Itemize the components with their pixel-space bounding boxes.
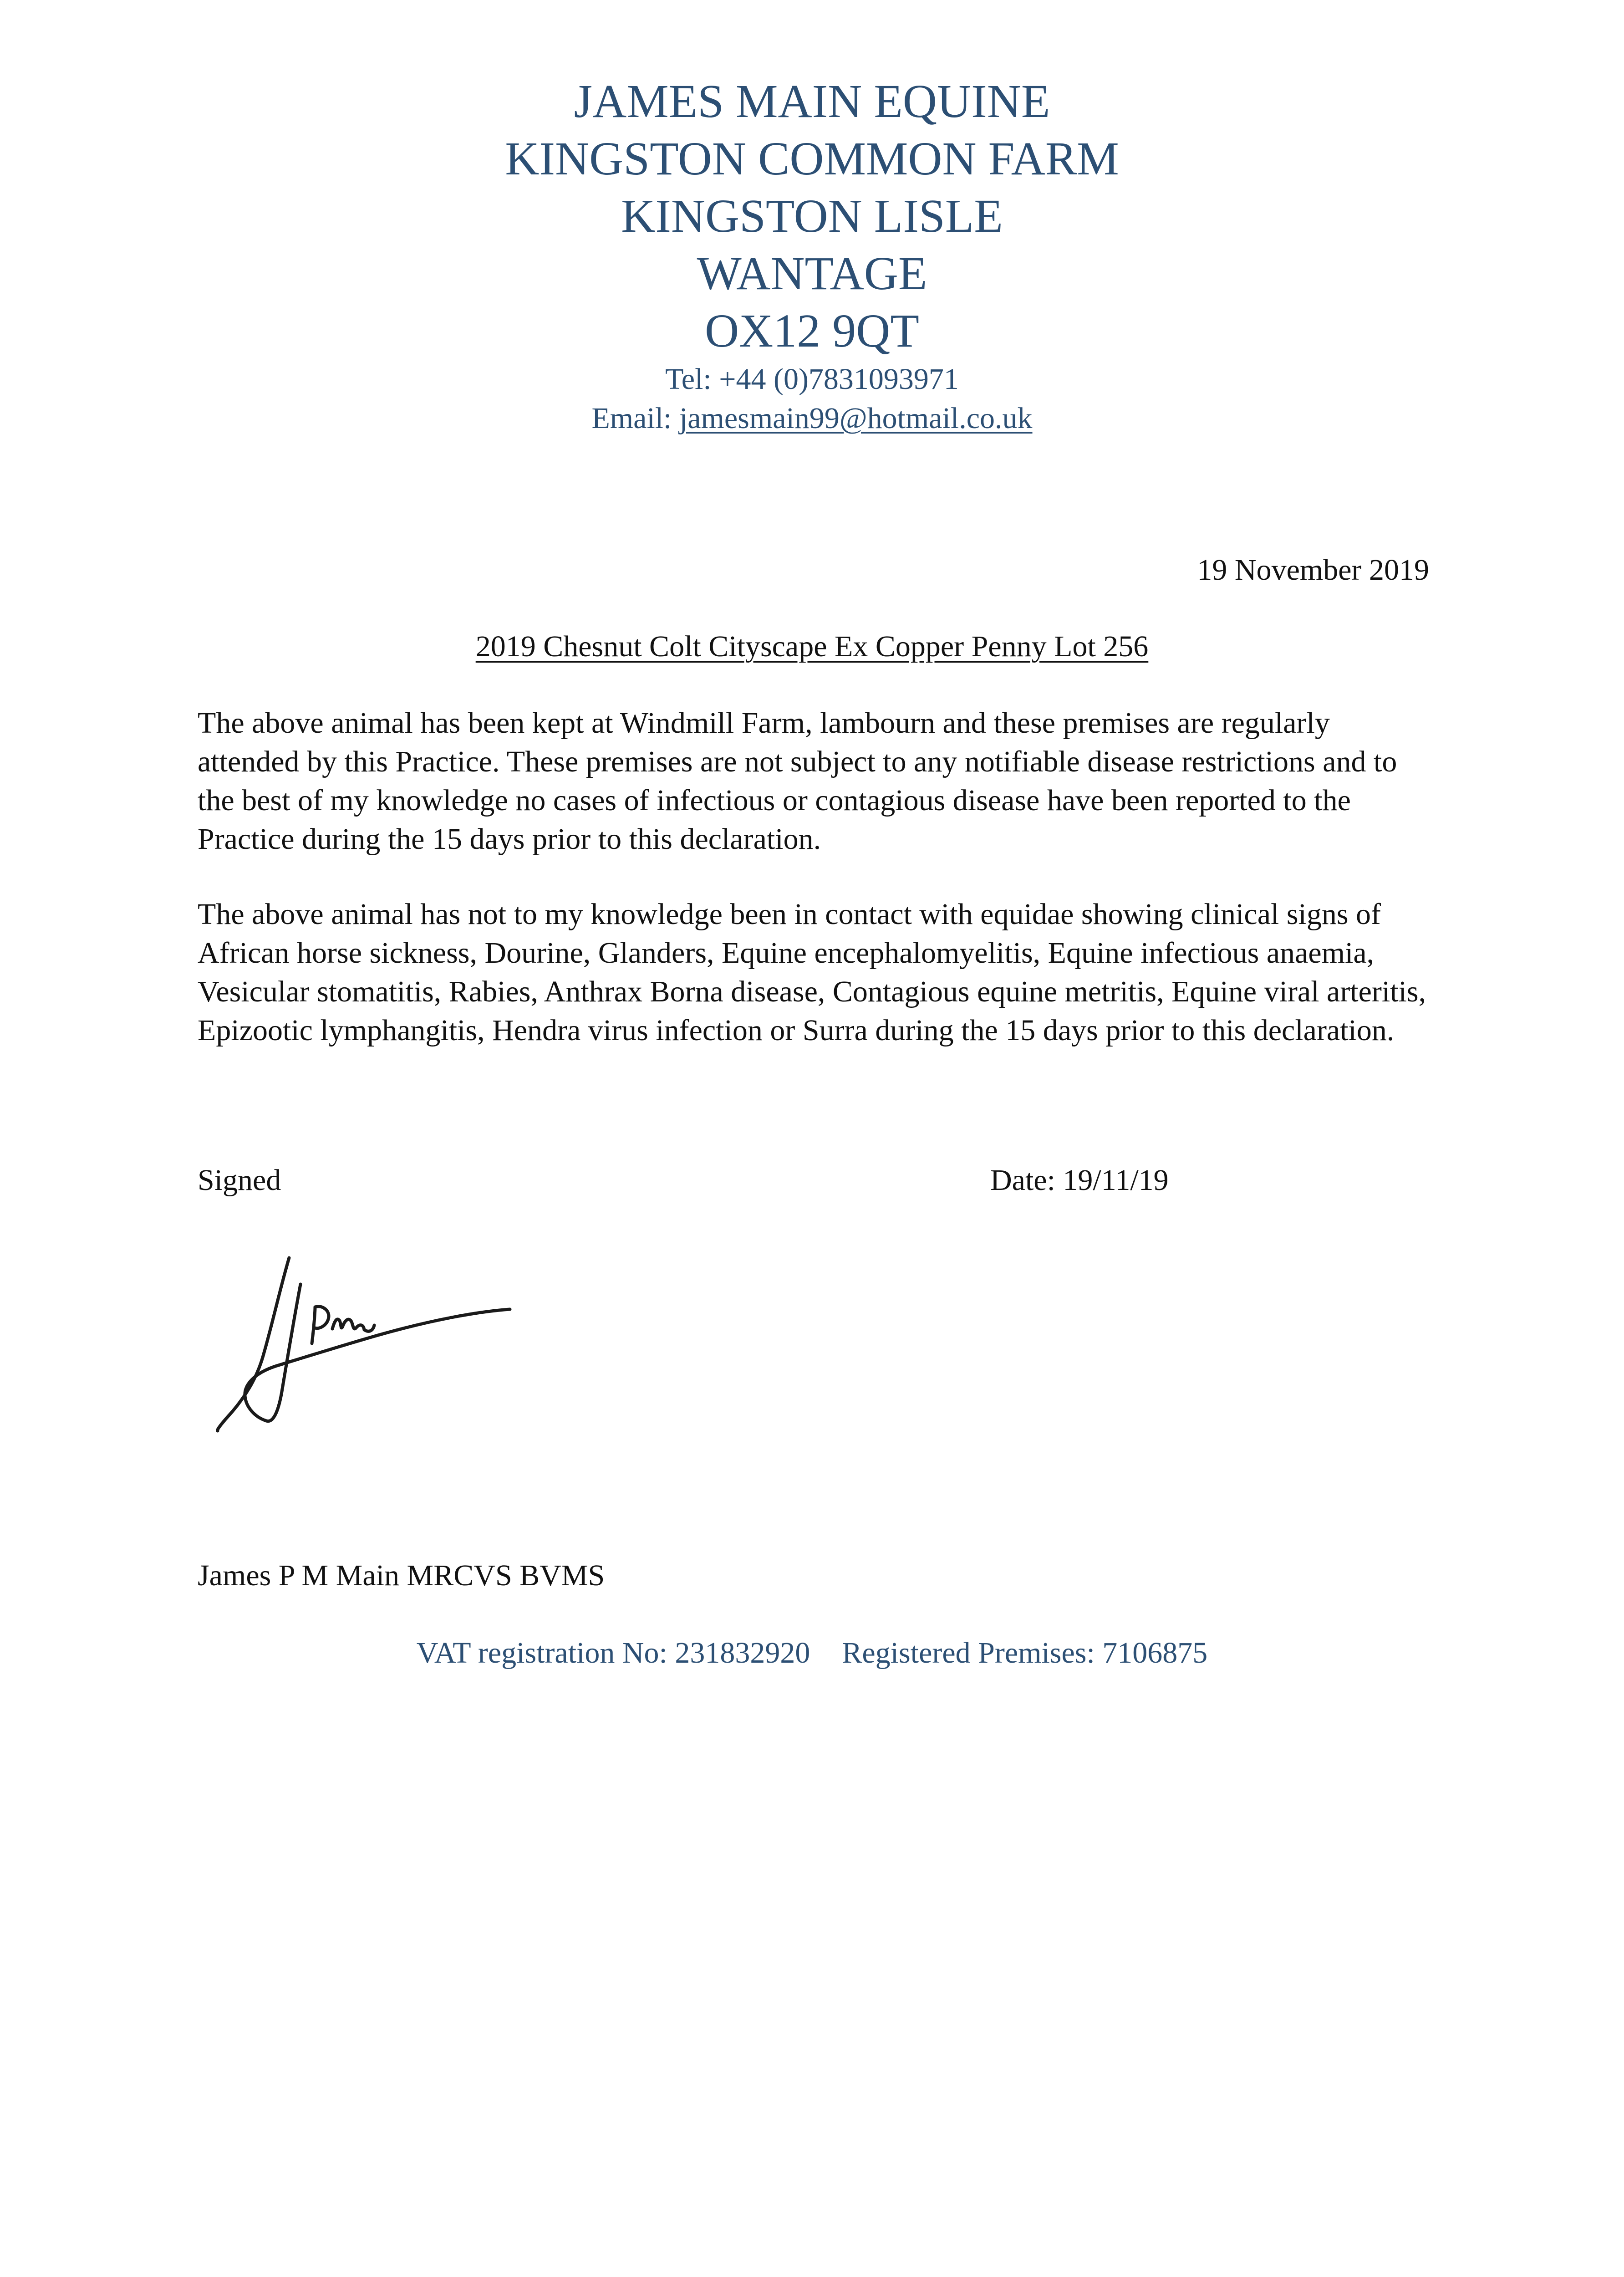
email-label: Email: (591, 402, 679, 435)
subject-text: 2019 Chesnut Colt Cityscape Ex Copper Penny Lot 256 (475, 630, 1149, 663)
email-link[interactable]: jamesmain99@hotmail.co.uk (679, 402, 1033, 435)
email-line (0, 399, 1624, 438)
subject-heading (0, 628, 1624, 665)
telephone: Tel: +44 (0)7831093971 (665, 362, 959, 396)
signature-stroke-tail (364, 1325, 374, 1331)
letter-date: 19 November 2019 (1197, 553, 1429, 587)
signatory-name: James P M Main MRCVS BVMS (198, 1559, 605, 1592)
address-line-farm: KINGSTON COMMON FARM (505, 133, 1119, 185)
signed-label: Signed (198, 1164, 281, 1197)
practice-name: JAMES MAIN EQUINE (574, 75, 1050, 128)
paragraph-premises: The above animal has been kept at Windmill Farm, lambourn and these premises are regularly attended by this Practice. These premises are not subject to any notifiable disease restrictions and to the best of my knowledge no cases of infectious or contagious disease have been reported to the Practice during the 15 days prior to this declaration. (198, 706, 1397, 856)
registered-premises: Registered Premises: 7106875 (842, 1636, 1208, 1669)
signature-stroke-m (332, 1319, 364, 1330)
handwritten-signature (196, 1216, 524, 1480)
signature-date: Date: 19/11/19 (990, 1164, 1169, 1197)
paragraph-contact: The above animal has not to my knowledge been in contact with equidae showing clinical signs of African horse sickness, Dourine, Glanders, Equine encephalomyelitis, Equine infectious anaemia, Vesicular stomatitis, Rabies, Anthrax Borna disease, Contagious equine metritis, Equine viral arteritis, Epizootic lymphangitis, Hendra virus infection or Surra during the 15 days prior to this declaration. (198, 898, 1426, 1047)
vat-number: VAT registration No: 231832920 (416, 1636, 810, 1669)
address-postcode: OX12 9QT (705, 305, 919, 357)
address-line-town: WANTAGE (697, 247, 927, 300)
footer-registration (0, 1635, 1624, 1671)
address-line-village: KINGSTON LISLE (621, 190, 1003, 242)
signature-stroke-p (312, 1307, 329, 1343)
letterhead (0, 73, 1624, 438)
signature-stroke-loop (245, 1284, 510, 1421)
